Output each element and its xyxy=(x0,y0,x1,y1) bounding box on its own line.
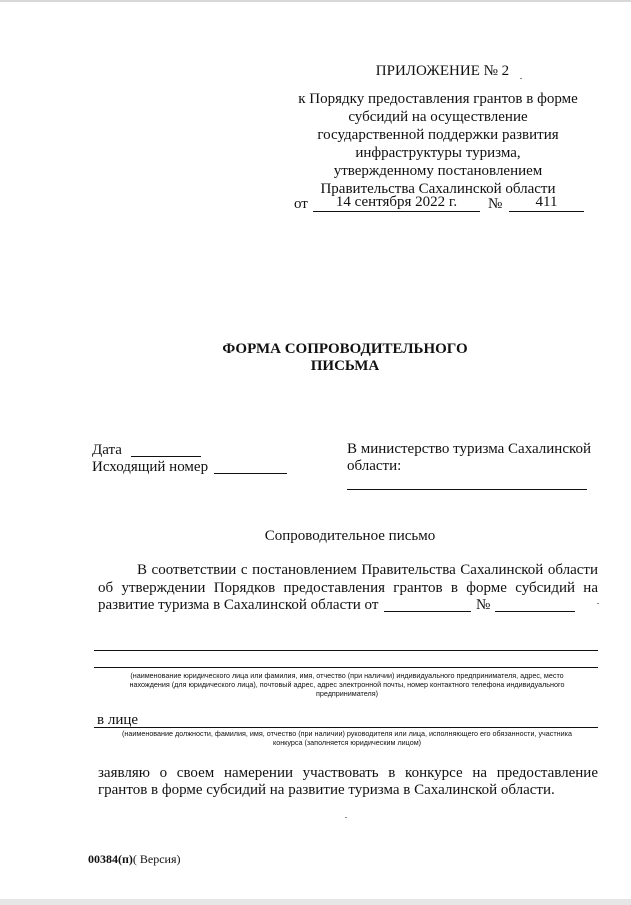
in-person-line xyxy=(94,727,598,728)
declaration-line-1: заявляю о своем намерении участвовать в конкурсе на предоставление xyxy=(98,765,598,781)
body-number-blank xyxy=(495,611,575,612)
appendix-line-5: утвержденному постановлением xyxy=(333,163,543,179)
scan-bottom-edge xyxy=(0,899,631,905)
appendix-line-6: Правительства Сахалинской области xyxy=(320,181,556,197)
appendix-line-2: субсидий на осуществление xyxy=(348,109,528,125)
applicant-caption-line-2: нахождения (для юридического лица), почтовый адрес, адрес электронной почты, номер контактного телефона индивидуального xyxy=(129,680,565,689)
form-title-line-1: ФОРМА СОПРОВОДИТЕЛЬНОГО xyxy=(222,341,468,357)
representative-caption-line-1: (наименование должности, фамилия, имя, отчество (при наличии) руководителя или лица, исполняющего его обязанности, участника xyxy=(122,729,572,738)
body-line-2: об утверждении Порядков предоставления грантов в форме субсидий на xyxy=(98,580,598,596)
appendix-line-4: инфраструктуры туризма, xyxy=(355,145,521,161)
body-line-1: В соответствии с постановлением Правительства Сахалинской области xyxy=(137,562,598,578)
scan-speck xyxy=(520,78,522,79)
scan-top-edge xyxy=(0,0,631,2)
appendix-line-3: государственной поддержки развития xyxy=(317,127,559,143)
scan-speck xyxy=(345,817,347,818)
applicant-caption xyxy=(92,671,602,698)
declaration-line-2: грантов в форме субсидий на развитие туризма в Сахалинской области. xyxy=(98,782,555,798)
addressee-line-2: области: xyxy=(347,458,402,474)
body-line-3: развитие туризма в Сахалинской области от xyxy=(98,597,379,613)
body-number-sign: № xyxy=(476,597,491,613)
letter-heading: Сопроводительное письмо xyxy=(264,528,436,544)
appendix-number-sign: № xyxy=(488,196,503,212)
footer xyxy=(88,852,181,866)
footer-version: ( Версия) xyxy=(132,852,181,866)
appendix-date-value: 14 сентября 2022 г. xyxy=(335,194,458,210)
representative-caption xyxy=(92,729,602,747)
applicant-line-1 xyxy=(94,650,598,651)
date-label: Дата xyxy=(92,442,122,458)
appendix-number-underline xyxy=(509,211,584,212)
representative-caption-line-2: конкурса (заполняется юридическим лицом) xyxy=(272,738,422,747)
appendix-number-value: 411 xyxy=(535,194,558,210)
form-title-line-2: ПИСЬМА xyxy=(310,358,380,374)
appendix-date-prefix: от xyxy=(294,196,308,212)
body-date-blank xyxy=(384,611,471,612)
addressee-blank-line xyxy=(347,489,587,490)
footer-code: 00384(п) xyxy=(88,852,133,866)
applicant-line-2 xyxy=(94,667,598,668)
outgoing-number-label: Исходящий номер xyxy=(92,459,209,475)
scan-speck xyxy=(597,603,599,604)
appendix-title: ПРИЛОЖЕНИЕ № 2 xyxy=(375,63,510,79)
appendix-date-underline xyxy=(313,211,480,212)
appendix-line-1: к Порядку предоставления грантов в форме xyxy=(298,91,578,107)
outgoing-number-line xyxy=(214,473,287,474)
in-person-label: в лице xyxy=(97,712,139,728)
applicant-caption-line-3: предпринимателя) xyxy=(315,689,379,698)
addressee-line-1: В министерство туризма Сахалинской xyxy=(347,441,592,457)
applicant-caption-line-1: (наименование юридического лица или фамилия, имя, отчество (при наличии) индивидуального предпринимателя, адрес, место xyxy=(130,671,564,680)
date-field-line xyxy=(131,456,201,457)
